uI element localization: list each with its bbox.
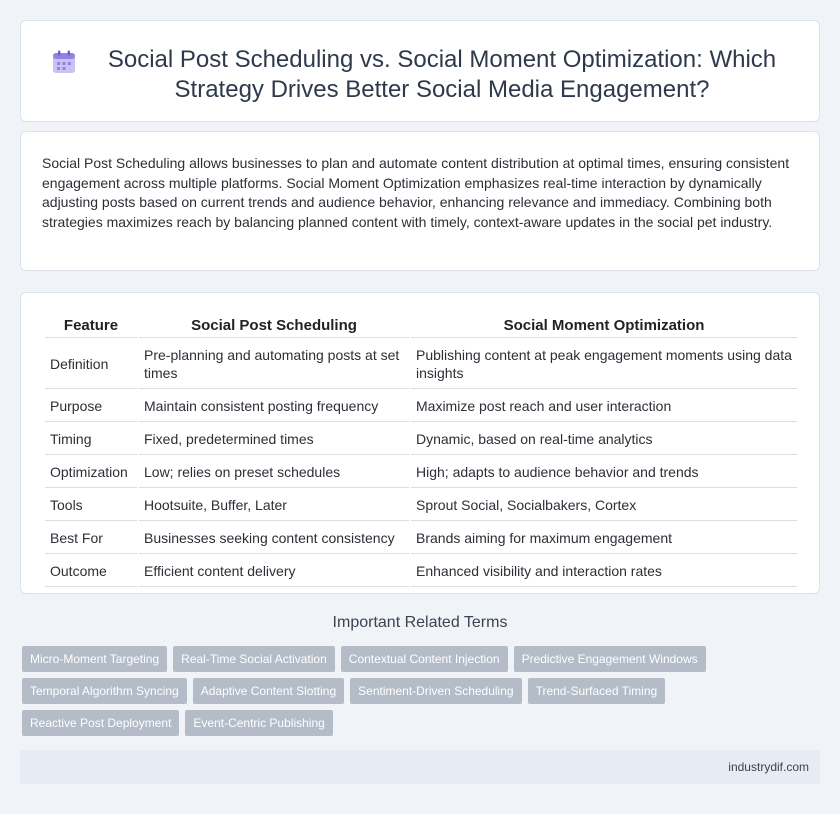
comparison-table	[43, 311, 799, 587]
title-wrap	[21, 21, 819, 105]
related-terms-list	[22, 646, 822, 742]
optimization-cell: Publishing content at peak engagement moments using data insights	[411, 338, 797, 389]
scheduling-cell: Hootsuite, Buffer, Later	[139, 488, 409, 521]
related-term-tag[interactable]: Predictive Engagement Windows	[514, 646, 706, 672]
related-term-tag[interactable]: Event-Centric Publishing	[185, 710, 332, 736]
intro-paragraph: Social Post Scheduling allows businesses to plan and automate content distribution at optimal times, ensuring consistent engagement across multiple platforms. Social Moment Optimization emphasizes real-time interaction by dynamically adjusting posts based on current trends and audience behavior, enhancing relevance and immediacy. Combining both strategies maximizes reach by balancing planned content with timely, context-aware updates in the social pet industry.	[42, 155, 790, 230]
comparison-card	[20, 292, 820, 594]
related-term-tag[interactable]: Contextual Content Injection	[341, 646, 508, 672]
scheduling-cell: Low; relies on preset schedules	[139, 455, 409, 488]
table-row	[45, 422, 797, 455]
feature-cell: Timing	[45, 422, 137, 455]
footer	[20, 750, 820, 784]
table-row	[45, 455, 797, 488]
table-row	[45, 521, 797, 554]
scheduling-cell: Pre-planning and automating posts at set times	[139, 338, 409, 389]
feature-cell: Best For	[45, 521, 137, 554]
related-terms-title: Important Related Terms	[332, 614, 508, 631]
header-scheduling: Social Post Scheduling	[139, 311, 409, 338]
header-feature: Feature	[45, 311, 137, 338]
related-term-tag[interactable]: Reactive Post Deployment	[22, 710, 179, 736]
table-row	[45, 554, 797, 587]
feature-cell: Optimization	[45, 455, 137, 488]
optimization-cell: Enhanced visibility and interaction rates	[411, 554, 797, 587]
feature-cell: Purpose	[45, 389, 137, 422]
optimization-cell: Dynamic, based on real-time analytics	[411, 422, 797, 455]
related-term-tag[interactable]: Sentiment-Driven Scheduling	[350, 678, 521, 704]
scheduling-cell: Fixed, predetermined times	[139, 422, 409, 455]
optimization-cell: Maximize post reach and user interaction	[411, 389, 797, 422]
feature-cell: Outcome	[45, 554, 137, 587]
table-row	[45, 389, 797, 422]
table-header-row	[45, 311, 797, 338]
scheduling-cell: Efficient content delivery	[139, 554, 409, 587]
table-row	[45, 338, 797, 389]
optimization-cell: Sprout Social, Socialbakers, Cortex	[411, 488, 797, 521]
optimization-cell: Brands aiming for maximum engagement	[411, 521, 797, 554]
feature-cell: Tools	[45, 488, 137, 521]
related-term-tag[interactable]: Trend-Surfaced Timing	[528, 678, 666, 704]
table-row	[45, 488, 797, 521]
calendar-icon	[51, 49, 77, 75]
intro-card	[20, 131, 820, 271]
related-term-tag[interactable]: Real-Time Social Activation	[173, 646, 335, 672]
related-term-tag[interactable]: Micro-Moment Targeting	[22, 646, 167, 672]
optimization-cell: High; adapts to audience behavior and trends	[411, 455, 797, 488]
header-optimization: Social Moment Optimization	[411, 311, 797, 338]
feature-cell: Definition	[45, 338, 137, 389]
scheduling-cell: Maintain consistent posting frequency	[139, 389, 409, 422]
page-title: Social Post Scheduling vs. Social Moment Optimization: Which Strategy Drives Better Social Media Engagement?	[107, 46, 777, 103]
footer-site-link[interactable]: industrydif.com	[728, 760, 809, 774]
related-term-tag[interactable]: Adaptive Content Slotting	[193, 678, 344, 704]
scheduling-cell: Businesses seeking content consistency	[139, 521, 409, 554]
header-card	[20, 20, 820, 122]
related-term-tag[interactable]: Temporal Algorithm Syncing	[22, 678, 187, 704]
